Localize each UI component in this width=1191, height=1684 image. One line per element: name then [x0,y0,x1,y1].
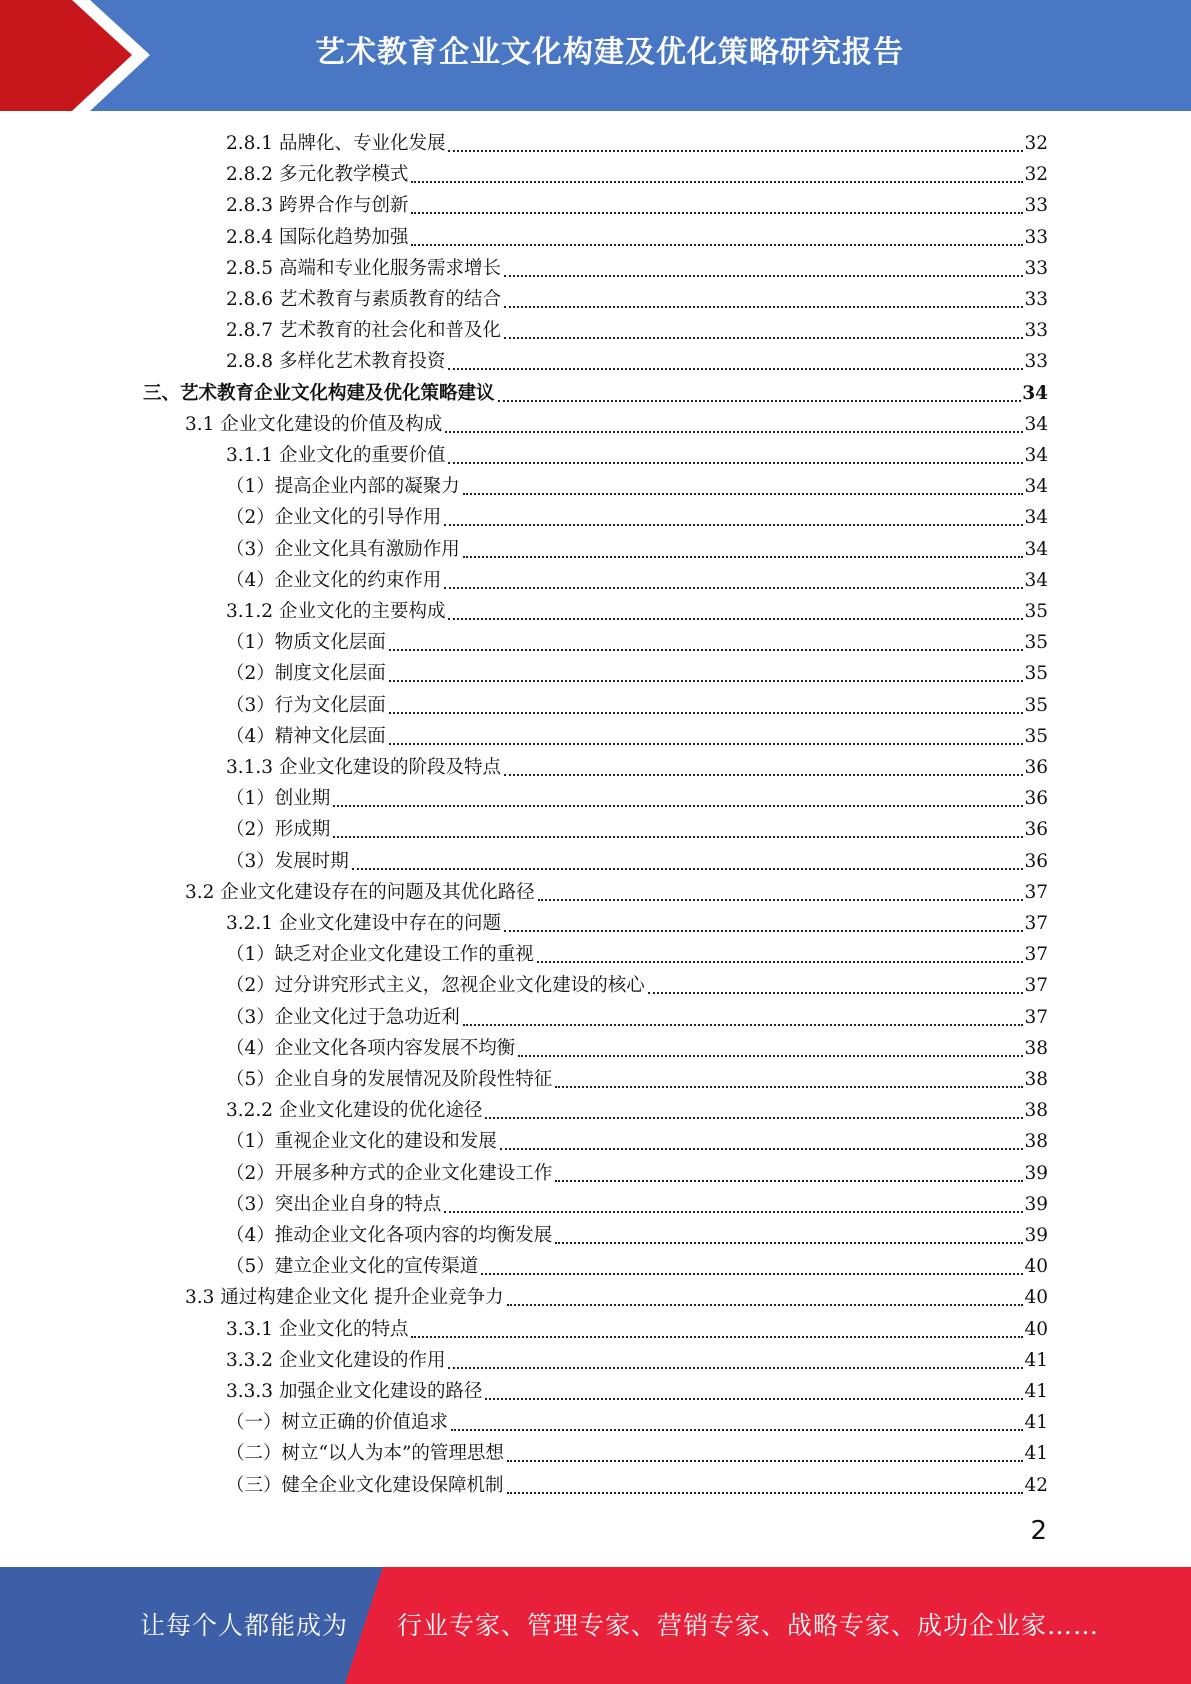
toc-dot-leader [504,336,1023,339]
toc-entry-title: （二）树立“以人为本”的管理思想 [226,1443,504,1465]
toc-dot-leader [333,835,1023,838]
toc-entry[interactable] [226,469,1048,500]
toc-entry-page: 33 [1024,195,1048,217]
document-title: 艺术教育企业文化构建及优化策略研究报告 [315,35,904,70]
toc-dot-leader [538,898,1024,901]
toc-entry-title: （一）树立正确的价值追求 [226,1412,449,1434]
toc-dot-leader [485,1116,1023,1119]
toc-entry-title: （1）物质文化层面 [226,632,386,654]
toc-entry-title: （5）企业自身的发展情况及阶段性特征 [226,1069,553,1090]
toc-entry-title: （1）提高企业内部的凝聚力 [226,476,460,498]
toc-dot-leader [507,1303,1024,1306]
toc-dot-leader [504,929,1023,932]
footer-slogan-left: 让每个人都能成为 [140,1611,349,1640]
toc-entry[interactable] [185,1280,1048,1311]
toc-dot-leader [448,1366,1023,1369]
toc-entry-page: 39 [1024,1193,1048,1215]
toc-entry-title: （三）健全企业文化建设保障机制 [226,1474,504,1496]
toc-entry-page: 41 [1024,1412,1048,1434]
toc-entry-title: （4）精神文化层面 [226,725,386,747]
toc-dot-leader [444,586,1023,589]
toc-entry-title: （1）创业期 [226,788,331,810]
toc-entry[interactable] [226,157,1048,188]
toc-entry-title: （3）企业文化过于急功近利 [226,1006,460,1028]
toc-dot-leader [507,1491,1024,1494]
toc-dot-leader [389,742,1024,745]
toc-entry-page: 33 [1024,289,1048,310]
toc-entry-title: 3.2.1 企业文化建设中存在的问题 [226,913,501,934]
toc-entry[interactable] [226,750,1048,781]
toc-entry[interactable] [226,625,1048,656]
toc-entry[interactable] [226,282,1048,313]
toc-entry-page: 34 [1024,445,1048,466]
toc-entry-title: 2.8.1 品牌化、专业化发展 [226,133,446,154]
toc-entry[interactable] [226,1093,1048,1124]
toc-entry[interactable] [143,376,1048,407]
toc-entry-page: 33 [1024,257,1048,279]
toc-entry-title: （2）形成期 [226,819,331,841]
toc-entry-page: 40 [1024,1318,1048,1340]
toc-dot-leader [448,461,1023,464]
toc-dot-leader [448,617,1023,620]
toc-entry[interactable] [226,968,1048,999]
toc-entry[interactable] [226,1249,1048,1280]
toc-entry-title: 2.8.5 高端和专业化服务需求增长 [226,257,501,279]
toc-entry-page: 38 [1024,1131,1048,1153]
toc-dot-leader [555,1085,1023,1088]
toc-entry-page: 37 [1024,944,1048,966]
toc-entry[interactable] [226,906,1048,937]
toc-entry-page: 39 [1024,1162,1048,1184]
toc-entry-title: （1）重视企业文化的建设和发展 [226,1131,497,1153]
toc-entry[interactable] [226,1187,1048,1218]
toc-dot-leader [500,1147,1024,1150]
toc-entry-title: 三、艺术教育企业文化构建及优化策略建议 [143,382,495,404]
toc-entry-title: （2）开展多种方式的企业文化建设工作 [226,1162,553,1184]
toc-entry-page: 33 [1024,320,1048,342]
toc-entry-page: 35 [1024,601,1048,622]
toc-entry[interactable] [226,532,1048,563]
toc-entry-title: （4）推动企业文化各项内容的均衡发展 [226,1225,553,1246]
toc-dot-leader [411,243,1023,246]
toc-dot-leader [648,991,1024,994]
toc-dot-leader [504,305,1023,308]
toc-entry[interactable] [226,500,1048,531]
toc-entry[interactable] [226,1405,1048,1436]
toc-entry[interactable] [226,1218,1048,1249]
toc-entry-page: 34 [1024,538,1048,560]
footer-slogan-right: 行业专家、管理专家、营销专家、战略专家、成功企业家…… [397,1611,1100,1640]
toc-entry-page: 34 [1024,507,1048,529]
toc-entry[interactable] [226,781,1048,812]
toc-dot-leader [411,1335,1023,1338]
toc-entry-page: 39 [1024,1225,1048,1246]
toc-entry-title: 3.1.2 企业文化的主要构成 [226,601,446,622]
toc-dot-leader [451,1428,1023,1431]
toc-entry-page: 38 [1024,1069,1048,1090]
toc-entry[interactable] [226,688,1048,719]
toc-entry-page: 36 [1024,788,1048,810]
toc-entry-page: 36 [1024,757,1048,778]
toc-entry-page: 32 [1024,164,1048,186]
toc-dot-leader [445,430,1023,433]
toc-dot-leader [389,648,1024,651]
toc-dot-leader [463,492,1024,495]
toc-entry-page: 35 [1024,663,1048,685]
toc-entry-title: 2.8.2 多元化教学模式 [226,164,409,186]
toc-entry-title: 3.3.3 加强企业文化建设的路径 [226,1381,483,1402]
toc-entry-title: （5）建立企业文化的宣传渠道 [226,1256,479,1278]
toc-dot-leader [333,804,1023,807]
toc-entry-title: （4）企业文化的约束作用 [226,569,442,591]
toc-dot-leader [411,180,1023,183]
toc-dot-leader [507,1459,1024,1462]
toc-entry-title: （2）过分讲究形式主义，忽视企业文化建设的核心 [226,975,645,997]
toc-entry-title: （2）制度文化层面 [226,663,386,685]
toc-entry[interactable] [226,719,1048,750]
toc-dot-leader [504,274,1023,277]
toc-entry-page: 40 [1024,1287,1048,1309]
toc-entry-page: 37 [1024,975,1048,997]
toc-entry-page: 33 [1024,226,1048,248]
toc-entry[interactable] [226,188,1048,219]
toc-entry[interactable] [226,563,1048,594]
toc-entry[interactable] [226,812,1048,843]
toc-dot-leader [504,773,1023,776]
toc-entry[interactable] [226,1374,1048,1405]
toc-entry[interactable] [226,1468,1048,1499]
toc-entry[interactable] [226,1124,1048,1155]
toc-entry-page: 40 [1024,1256,1048,1278]
toc-entry-title: 3.3.2 企业文化建设的作用 [226,1349,446,1371]
toc-entry-title: （3）发展时期 [226,850,349,872]
toc-dot-leader [498,399,1022,402]
toc-entry-title: 3.1.3 企业文化建设的阶段及特点 [226,757,501,778]
toc-entry-page: 35 [1024,694,1048,716]
toc-entry-title: 3.2.2 企业文化建设的优化途径 [226,1100,483,1122]
toc-entry-page: 37 [1024,881,1048,903]
toc-entry[interactable] [185,875,1048,906]
toc-entry-page: 38 [1024,1037,1048,1059]
toc-entry-page: 33 [1024,351,1048,373]
toc-dot-leader [555,1241,1023,1244]
toc-entry-page: 34 [1024,413,1048,435]
toc-entry[interactable] [226,1156,1048,1187]
toc-dot-leader [389,711,1024,714]
toc-dot-leader [518,1054,1023,1057]
toc-entry-page: 32 [1024,133,1048,154]
toc-entry[interactable] [226,1312,1048,1343]
toc-entry[interactable] [226,1031,1048,1062]
toc-entry[interactable] [226,251,1048,282]
toc-entry-title: （3）行为文化层面 [226,694,386,716]
toc-entry[interactable] [226,844,1048,875]
toc-entry-title: 2.8.4 国际化趋势加强 [226,226,409,248]
toc-dot-leader [448,367,1023,370]
toc-entry-page: 35 [1024,725,1048,747]
toc-entry[interactable] [226,937,1048,968]
toc-entry-title: 2.8.8 多样化艺术教育投资 [226,351,446,373]
toc-dot-leader [444,523,1023,526]
toc-entry-title: （3）企业文化具有激励作用 [226,538,460,560]
toc-entry[interactable] [226,1000,1048,1031]
page-number: 2 [1030,1516,1047,1546]
toc-entry-page: 35 [1024,632,1048,654]
toc-entry[interactable] [226,313,1048,344]
toc-entry[interactable] [226,1062,1048,1093]
toc-entry[interactable] [226,220,1048,251]
toc-entry-page: 34 [1024,476,1048,498]
toc-entry-page: 36 [1024,850,1048,872]
toc-entry-title: 2.8.6 艺术教育与素质教育的结合 [226,289,501,310]
toc-entry[interactable] [226,438,1048,469]
toc-entry-title: （1）缺乏对企业文化建设工作的重视 [226,944,534,966]
toc-dot-leader [463,555,1024,558]
toc-entry-page: 34 [1022,382,1048,404]
page-footer [0,1567,1191,1684]
toc-entry[interactable] [185,407,1048,438]
toc-entry-title: 3.3 通过构建企业文化 提升企业竞争力 [185,1287,504,1309]
toc-entry[interactable] [226,1436,1048,1467]
toc-dot-leader [389,679,1024,682]
toc-entry-title: 3.1.1 企业文化的重要价值 [226,445,446,466]
toc-entry-title: （4）企业文化各项内容发展不均衡 [226,1037,516,1059]
toc-entry-title: （3）突出企业自身的特点 [226,1193,442,1215]
toc-entry-title: 3.1 企业文化建设的价值及构成 [185,413,443,435]
toc-entry-page: 42 [1024,1474,1048,1496]
toc-dot-leader [537,960,1024,963]
toc-entry-page: 41 [1024,1381,1048,1402]
toc-entry-title: 3.3.1 企业文化的特点 [226,1318,409,1340]
toc-entry-page: 34 [1024,569,1048,591]
toc-entry-page: 41 [1024,1443,1048,1465]
toc-entry[interactable] [226,126,1048,157]
toc-dot-leader [555,1179,1023,1182]
toc-dot-leader [463,1023,1024,1026]
toc-entry-page: 36 [1024,819,1048,841]
toc-entry-title: （2）企业文化的引导作用 [226,507,442,529]
toc-dot-leader [352,867,1024,870]
toc-entry[interactable] [226,1343,1048,1374]
toc-entry-page: 37 [1024,1006,1048,1028]
toc-dot-leader [481,1272,1023,1275]
toc-entry-title: 3.2 企业文化建设存在的问题及其优化路径 [185,881,535,903]
toc-entry-page: 41 [1024,1349,1048,1371]
toc-entry[interactable] [226,344,1048,375]
page-header [0,0,1191,111]
toc-entry-page: 38 [1024,1100,1048,1122]
toc-entry[interactable] [226,594,1048,625]
toc-dot-leader [448,149,1023,152]
toc-entry-title: 2.8.3 跨界合作与创新 [226,195,409,217]
toc-entry[interactable] [226,656,1048,687]
toc-entry-page: 37 [1024,913,1048,934]
toc-dot-leader [485,1397,1023,1400]
toc-dot-leader [411,211,1023,214]
toc-entry-title: 2.8.7 艺术教育的社会化和普及化 [226,320,501,342]
toc-dot-leader [444,1210,1023,1213]
